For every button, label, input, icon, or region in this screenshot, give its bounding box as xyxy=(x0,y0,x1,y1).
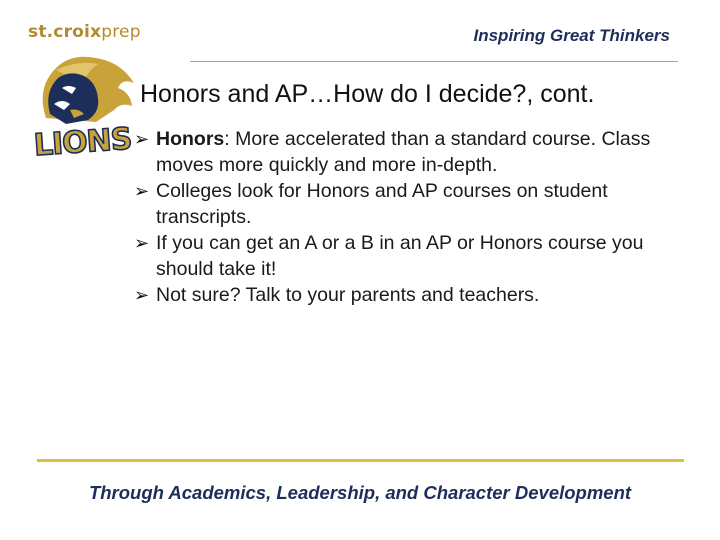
lions-mascot-logo xyxy=(26,48,141,166)
bullet-text: Not sure? Talk to your parents and teachers. xyxy=(156,284,540,306)
bullet-item xyxy=(134,178,674,230)
arrow-bullet-icon: ➢ xyxy=(134,285,150,305)
footer-divider xyxy=(37,459,684,462)
brand-logo-text xyxy=(28,22,141,42)
bullet-text: If you can get an A or a B in an AP or Honors course you should take it! xyxy=(156,232,644,280)
arrow-bullet-icon: ➢ xyxy=(134,181,150,201)
bullet-text: Colleges look for Honors and AP courses on student transcripts. xyxy=(156,180,608,228)
bullet-list xyxy=(134,126,674,308)
arrow-bullet-icon: ➢ xyxy=(134,233,150,253)
bullet-item xyxy=(134,126,674,178)
lions-wordmark: LIONS xyxy=(32,121,133,164)
header-divider xyxy=(190,61,678,62)
bullet-bold-term: Honors xyxy=(156,128,225,150)
bullet-item xyxy=(134,230,674,282)
brand-suffix: prep xyxy=(101,22,141,42)
tagline: Inspiring Great Thinkers xyxy=(473,26,670,45)
arrow-bullet-icon: ➢ xyxy=(134,129,150,149)
bullet-item xyxy=(134,282,674,308)
slide-title: Honors and AP…How do I decide?, cont. xyxy=(140,80,595,108)
bullet-text: : More accelerated than a standard course. Class moves more quickly and more in-depth. xyxy=(156,128,651,176)
brand-name: st.croix xyxy=(28,22,102,42)
footer-motto: Through Academics, Leadership, and Character Development xyxy=(88,482,632,503)
